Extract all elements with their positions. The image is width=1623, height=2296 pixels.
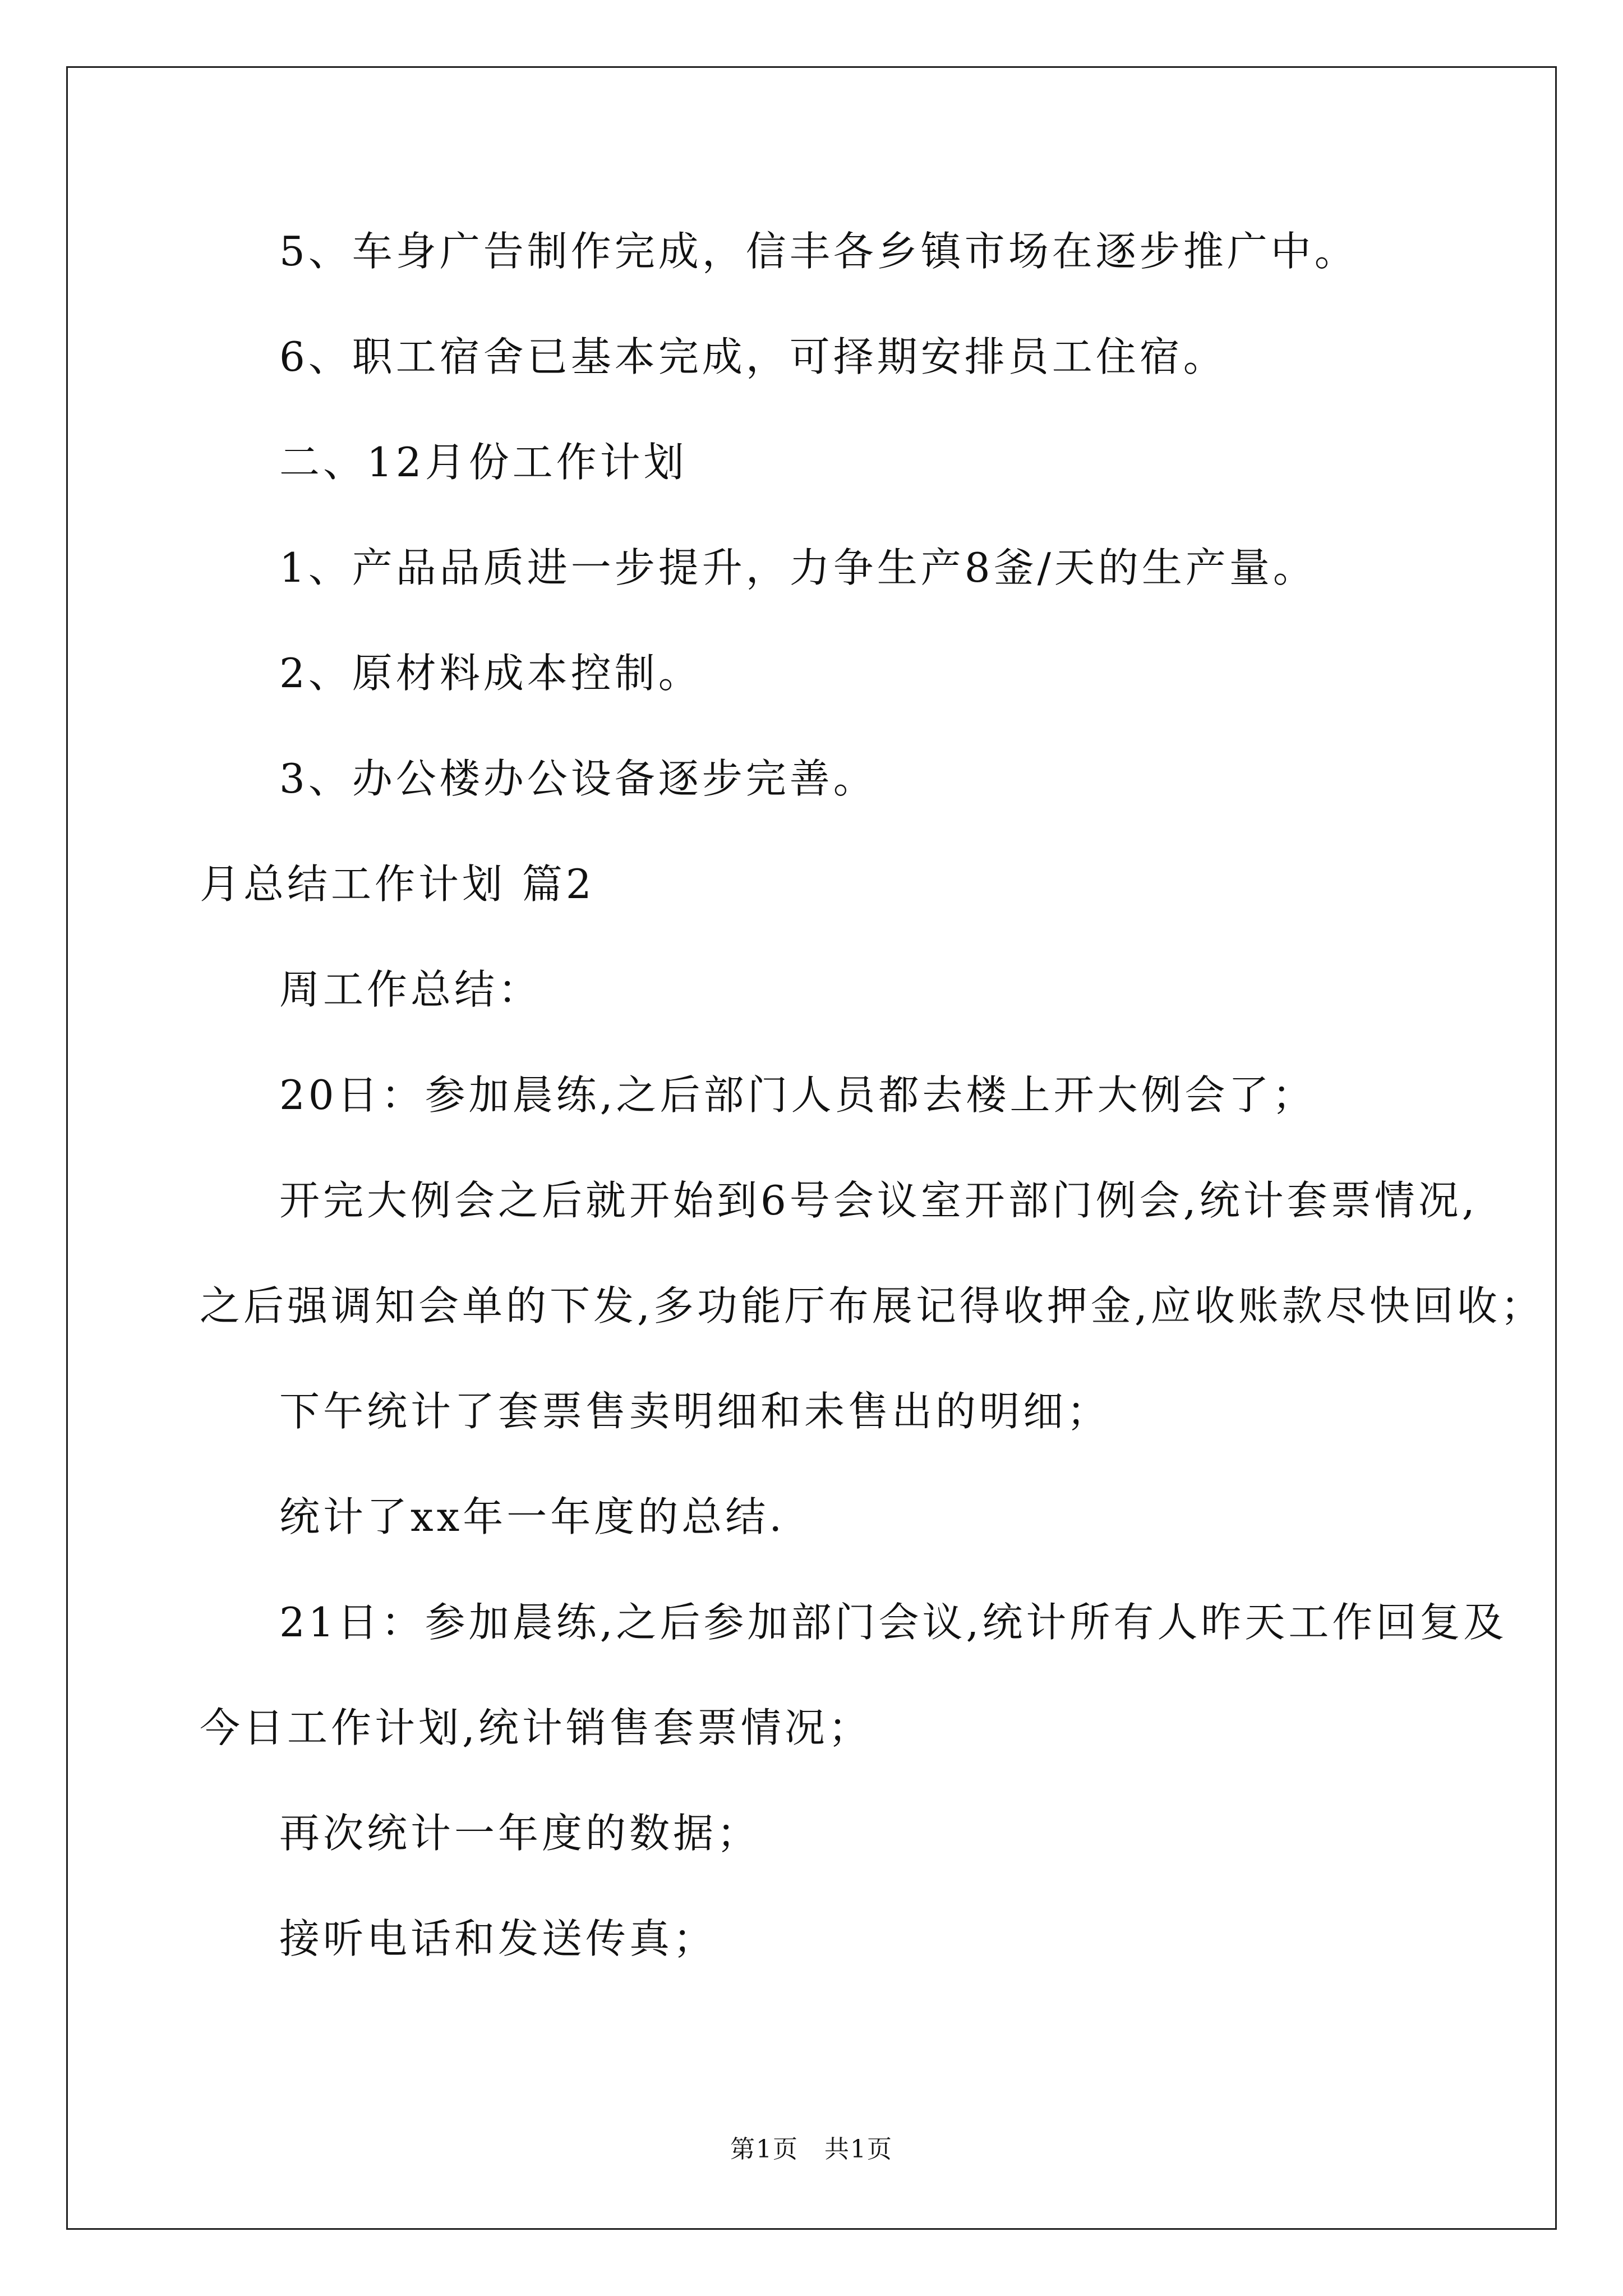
text-line-14: 21日：参加晨练,之后参加部门会议,统计所有人昨天工作回复及 <box>279 1599 1507 1646</box>
text-line-11: 之后强调知会单的下发,多功能厅布展记得收押金,应收账款尽快回收； <box>200 1282 1544 1329</box>
text-line-9: 20日：参加晨练,之后部门人员都去楼上开大例会了； <box>279 1071 1316 1119</box>
text-line-3: 二、12月份工作计划 <box>279 439 688 486</box>
text-line-12: 下午统计了套票售卖明细和未售出的明细； <box>279 1388 1111 1435</box>
text-line-16: 再次统计一年度的数据； <box>279 1810 761 1857</box>
text-line-10: 开完大例会之后就开始到6号会议室开部门例会,统计套票情况, <box>279 1177 1478 1224</box>
page-border <box>66 66 1557 2230</box>
text-line-8: 周工作总结： <box>279 966 542 1013</box>
text-line-1: 5、车身广告制作完成，信丰各乡镇市场在逐步推广中。 <box>279 228 1358 275</box>
text-line-4: 1、产品品质进一步提升，力争生产8釜/天的生产量。 <box>279 544 1317 591</box>
text-line-13: 统计了xx年一年度的总结. <box>279 1493 786 1540</box>
text-line-6: 3、办公楼办公设备逐步完善。 <box>279 755 877 802</box>
section-heading: 月总结工作计划 篇2 <box>200 861 595 908</box>
text-line-15: 今日工作计划,统计销售套票情况； <box>200 1704 872 1751</box>
text-line-17: 接听电话和发送传真； <box>279 1915 717 1962</box>
text-line-2: 6、职工宿舍已基本完成，可择期安排员工住宿。 <box>279 333 1227 380</box>
text-line-5: 2、原材料成本控制。 <box>279 650 702 697</box>
page-footer: 第1页 共1页 <box>730 2135 893 2164</box>
